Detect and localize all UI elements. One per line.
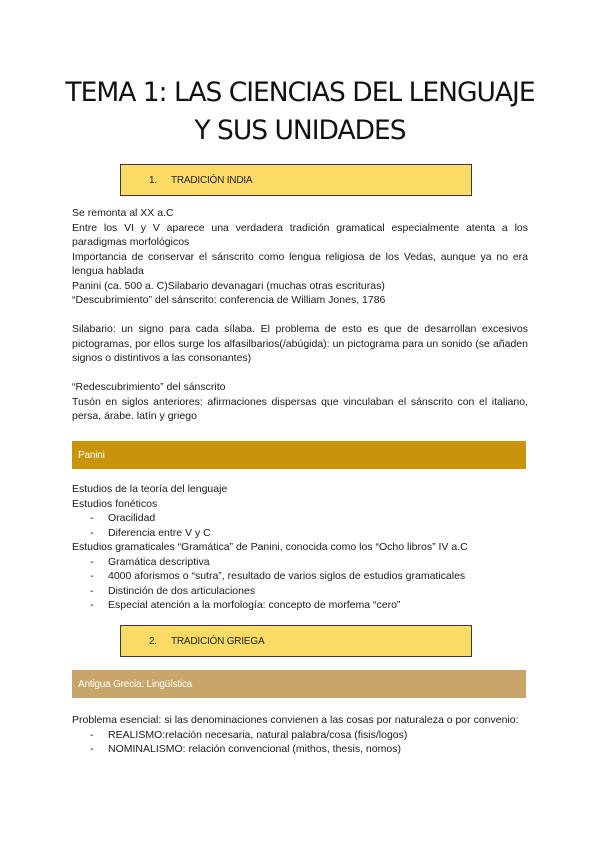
section-heading-india	[120, 164, 472, 196]
list-item: - Distinción de dos articulaciones	[72, 584, 528, 599]
section-heading-grecia	[120, 625, 472, 657]
paragraph: Estudios fonéticos	[72, 497, 158, 510]
section-label: TRADICIÓN GRIEGA	[170, 635, 265, 647]
paragraph: Entre los VI y V aparece una verdadera tradición gramatical especialmente atenta a los paradigmas morfológicos	[72, 221, 528, 248]
section-number: 1.	[149, 174, 157, 186]
section-label: TRADICIÓN INDIA	[170, 174, 253, 186]
paragraph: Estudios de la teoría del lenguaje	[72, 483, 228, 495]
paragraph: Panini (ca. 500 a. C)Silabario devanagari (muchas otras escrituras)	[72, 279, 385, 292]
list-item: - Gramática descriptiva	[72, 555, 528, 570]
list-item: - Oracilidad	[72, 511, 528, 526]
list-item: - Diferencia entre V y C	[72, 526, 528, 541]
paragraph: Estudios gramaticales “Gramática” de Panini, conocida como los “Ocho libros” IV a.C	[72, 541, 468, 553]
band-label: Antigua Grecia: Lingüística	[78, 678, 193, 690]
paragraph: Problema esencial: si las denominaciones convienen a las cosas por naturaleza o por convenio:	[72, 714, 519, 726]
paragraph: Silabario: un signo para cada sílaba. El problema de esto es que de desarrollan excesivos pictogramas, por ellos surge los alfasilbarios(/abúgida): un pictograma para un sonido (se añaden signos o distintivos a las consonantes)	[72, 323, 528, 364]
grecia-list	[72, 728, 528, 757]
page-title	[0, 74, 600, 150]
india-content	[72, 206, 528, 424]
list-item: - REALISMO:relación necesaria, natural palabra/cosa (fisis/logos)	[72, 728, 528, 743]
list-item: - NOMINALISMO: relación convencional (mithos, thesis, nomos)	[72, 742, 528, 757]
subsection-band-panini	[72, 441, 526, 469]
paragraph: “Descubrimiento” del sánscrito: conferencia de William Jones, 1786	[72, 294, 386, 306]
paragraph: “Redescubrimiento” del sánscrito	[72, 381, 226, 393]
list-item: - 4000 aforismos o “sutra”, resultado de varios siglos de estudios gramaticales	[72, 569, 528, 584]
title-line-2: Y SUS UNIDADES	[194, 115, 406, 146]
paragraph: Tusón en siglos anteriores: afirmaciones dispersas que vinculaban el sánscrito con el italiano, persa, árabe. latín y griego	[72, 395, 528, 422]
panini-content	[72, 482, 528, 613]
paragraph: Se remonta al XX a.C	[72, 207, 174, 219]
subsection-band-grecia	[72, 670, 526, 698]
foneticos-list	[72, 511, 528, 540]
grecia-content	[72, 713, 528, 757]
band-label: Panini	[78, 449, 105, 461]
paragraph: Importancia de conservar el sánscrito como lengua religiosa de los Vedas, aunque ya no era lengua hablada	[72, 250, 528, 277]
section-number: 2.	[149, 635, 157, 647]
title-line-1: TEMA 1: LAS CIENCIAS DEL LENGUAJE	[65, 77, 535, 108]
gramaticales-list	[72, 555, 528, 613]
list-item: - Especial atención a la morfología: concepto de morfema “cero”	[72, 598, 528, 613]
